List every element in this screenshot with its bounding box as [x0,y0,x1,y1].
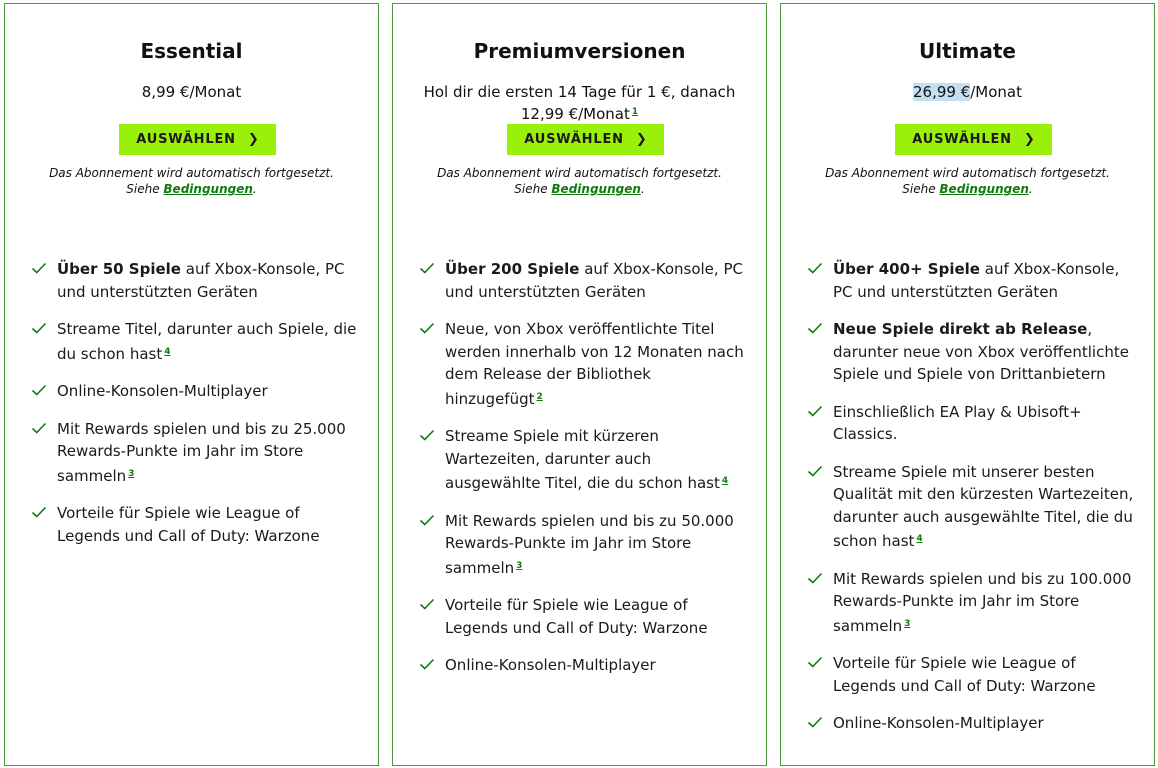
plan-price [35,82,348,102]
feature-item [807,652,1134,697]
feature-description: Streame Spiele mit kürzeren Wartezeiten, darunter auch ausgewählte Titel, die du schon hast [445,427,720,492]
select-plan-button-label: AUSWÄHLEN [136,132,236,147]
note-text: Das Abonnement wird automatisch fortgesetzt. Siehe [437,166,722,196]
feature-text [833,568,1134,638]
feature-description: Online-Konsolen-Multiplayer [833,714,1044,732]
feature-list [31,258,358,562]
feature-item [807,318,1134,386]
feature-item [31,258,358,303]
feature-description: Mit Rewards spielen und bis zu 50.000 Rewards-Punkte im Jahr im Store sammeln [445,511,734,577]
note-period: . [640,182,645,196]
footnote-link[interactable]: 3 [904,618,911,629]
feature-item [419,258,746,303]
select-plan-button[interactable] [895,124,1052,155]
footnote-link[interactable]: 3 [128,468,135,479]
feature-text [833,712,1044,735]
feature-description: Neue, von Xbox veröffentlichte Titel werden innerhalb von 12 Monaten nach dem Release der Bibliothek hinzugefügt [445,320,744,408]
feature-text [445,510,746,580]
checkmark-icon [419,594,445,611]
footnote-link[interactable]: 4 [721,476,729,486]
price-text: /Monat [970,83,1023,101]
plan-title: Ultimate [919,39,1016,63]
checkmark-icon [31,418,57,435]
feature-text [57,418,358,488]
feature-text [833,652,1134,697]
price-text: Hol dir die ersten 14 Tage für 1 €, danach 12,99 €/Monat [423,83,736,123]
checkmark-icon [419,654,445,671]
checkmark-icon [419,258,445,275]
feature-item [419,318,746,410]
auto-renew-note [35,165,348,197]
plan-card-essential [4,3,379,766]
note-text: Das Abonnement wird automatisch fortgesetzt. Siehe [825,166,1110,196]
feature-description: Mit Rewards spielen und bis zu 100.000 Rewards-Punkte im Jahr im Store sammeln [833,569,1132,635]
terms-link[interactable]: Bedingungen [551,182,641,196]
footnote-link[interactable]: 1 [631,107,639,117]
feature-text [57,502,358,547]
feature-item [807,401,1134,446]
footnote-link[interactable]: 2 [536,391,543,402]
terms-link[interactable]: Bedingungen [163,182,253,196]
checkmark-icon [807,461,833,478]
feature-text [445,425,746,495]
feature-item [807,712,1134,735]
feature-text [833,461,1134,553]
feature-description: Vorteile für Spiele wie League of Legends und Call of Duty: Warzone [445,596,708,637]
auto-renew-note [811,165,1124,197]
feature-item [31,418,358,488]
feature-description: Online-Konsolen-Multiplayer [445,656,656,674]
checkmark-icon [807,318,833,335]
chevron-right-icon: ❯ [635,132,647,147]
checkmark-icon [807,712,833,729]
checkmark-icon [807,568,833,585]
feature-item [31,502,358,547]
feature-highlight: Über 200 Spiele [445,260,580,278]
feature-list [419,258,746,692]
feature-description: Mit Rewards spielen und bis zu 25.000 Rewards-Punkte im Jahr im Store sammeln [57,419,346,485]
checkmark-icon [807,401,833,418]
feature-item [419,594,746,639]
feature-description: Einschließlich EA Play & Ubisoft+ Classics. [833,402,1082,443]
note-period: . [1028,182,1033,196]
feature-text [833,258,1134,303]
feature-item [807,461,1134,553]
plan-card-ultimate [780,3,1155,766]
feature-description: auf Xbox-Konsole, PC und unterstützten Geräten [57,260,345,301]
footnote-link[interactable]: 4 [916,534,923,544]
plan-card-premiumversionen [392,3,767,766]
plan-title: Essential [140,39,243,63]
feature-text [57,258,358,303]
feature-list [807,258,1134,750]
feature-item [807,568,1134,638]
feature-text [445,654,656,677]
footnote-link[interactable]: 3 [516,560,523,571]
feature-description: , darunter neue von Xbox veröffentlichte Spiele und Spiele von Drittanbietern [833,320,1129,383]
chevron-right-icon: ❯ [247,132,259,147]
feature-text [445,594,746,639]
terms-link[interactable]: Bedingungen [939,182,1029,196]
plan-title: Premiumversionen [473,39,686,63]
feature-item [419,425,746,495]
feature-description: Vorteile für Spiele wie League of Legends und Call of Duty: Warzone [57,504,320,545]
checkmark-icon [31,258,57,275]
price-amount-highlighted: 26,99 € [912,83,971,101]
feature-highlight: Neue Spiele direkt ab Release [833,320,1088,338]
select-plan-button-label: AUSWÄHLEN [524,132,624,147]
select-plan-button-label: AUSWÄHLEN [912,132,1012,147]
feature-item [31,318,358,365]
auto-renew-note [423,165,736,197]
checkmark-icon [419,318,445,335]
checkmark-icon [31,380,57,397]
feature-item [419,654,746,677]
select-plan-button[interactable] [507,124,664,155]
price-text: 8,99 €/Monat [141,83,242,101]
checkmark-icon [31,318,57,335]
checkmark-icon [807,258,833,275]
feature-text [57,380,268,403]
feature-text [833,401,1134,446]
feature-highlight: Über 400+ Spiele [833,260,980,278]
checkmark-icon [31,502,57,519]
feature-item [31,380,358,403]
note-text: Das Abonnement wird automatisch fortgesetzt. Siehe [49,166,334,196]
feature-text [445,258,746,303]
plan-price [811,82,1124,102]
plan-price [423,82,736,124]
feature-text [57,318,358,365]
feature-description: Streame Spiele mit unserer besten Qualität mit den kürzesten Wartezeiten, darunter auch ausgewählte Titel, die du schon hast [833,462,1134,550]
footnote-link[interactable]: 4 [164,346,171,357]
feature-description: Online-Konsolen-Multiplayer [57,382,268,400]
feature-item [419,510,746,580]
feature-description: auf Xbox-Konsole, PC und unterstützten Geräten [833,260,1120,301]
feature-item [807,258,1134,303]
note-period: . [252,182,257,196]
feature-description: Streame Titel, darunter auch Spiele, die du schon hast [57,320,357,363]
feature-text [833,318,1134,386]
select-plan-button[interactable] [119,124,276,155]
feature-description: Vorteile für Spiele wie League of Legends und Call of Duty: Warzone [833,654,1096,695]
feature-text [445,318,746,410]
checkmark-icon [419,510,445,527]
checkmark-icon [807,652,833,669]
feature-highlight: Über 50 Spiele [57,260,181,278]
chevron-right-icon: ❯ [1023,132,1035,147]
feature-description: auf Xbox-Konsole, PC und unterstützten Geräten [445,260,743,301]
checkmark-icon [419,425,445,442]
